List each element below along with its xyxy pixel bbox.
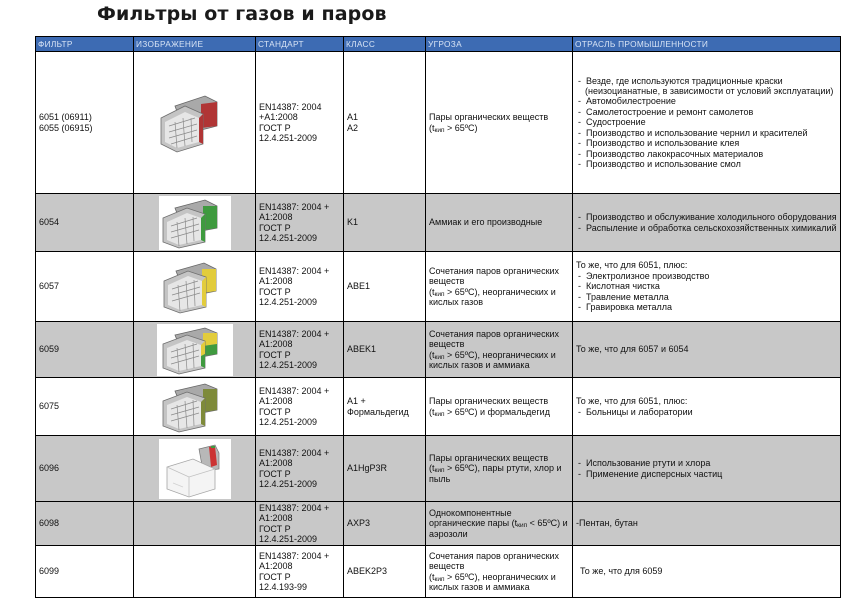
- standard-cell: EN14387: 2004 + A1:2008 ГОСТ Р 12.4.251-2009: [256, 502, 344, 546]
- table-row: [36, 436, 841, 502]
- table-row: [36, 378, 841, 436]
- standard-cell: EN14387: 2004 + A1:2008 ГОСТ Р 12.4.251-2009: [256, 322, 344, 378]
- standard-cell: EN14387: 2004 +A1:2008 ГОСТ Р 12.4.251-2009: [256, 52, 344, 194]
- cartridge-6075-icon: [163, 384, 217, 432]
- industry-cell: То же, что для 6051, плюс: - Электролизное производство - Кислотная чистка - Травление металла - Гравировка металла: [573, 252, 841, 322]
- threat-cell: Пары органических веществ ($t_{кип}$ > 65ºC), пары ртути, хлор и пыль: [426, 436, 573, 502]
- threat-cell: Пары органических веществ ($t_{кип}$ > 65ºC): [426, 52, 573, 194]
- standard-cell: EN14387: 2004 + A1:2008 ГОСТ Р 12.4.251-2009: [256, 252, 344, 322]
- industry-cell: - Производство и обслуживание холодильного оборудования - Распыление и обработка сельскохозяйственных химикалий: [573, 194, 841, 252]
- standard-cell: EN14387: 2004 + A1:2008 ГОСТ Р 12.4.251-2009: [256, 194, 344, 252]
- class-cell: K1: [344, 194, 426, 252]
- filter-image: [157, 380, 233, 434]
- page-title: Фильтры от газов и паров: [97, 3, 387, 25]
- table-row: [36, 194, 841, 252]
- table-row: [36, 546, 841, 598]
- header-threat: УГРОЗА: [426, 37, 573, 52]
- cartridge-6096-icon: [167, 445, 219, 497]
- header-standard: СТАНДАРТ: [256, 37, 344, 52]
- class-cell: A1 A2: [344, 52, 426, 194]
- filter-cell: 6051 (06911) 6055 (06915): [36, 52, 134, 194]
- filter-image-cell: [134, 52, 256, 194]
- filter-image-cell: [134, 436, 256, 502]
- header-image: ИЗОБРАЖЕНИЕ: [134, 37, 256, 52]
- standard-cell: EN14387: 2004 + A1:2008 ГОСТ Р 12.4.193-99: [256, 546, 344, 598]
- filters-table: [35, 36, 841, 598]
- table-header-row: [36, 37, 841, 52]
- threat-cell: Однокомпонентные органические пары ($t_{кип}$ < 65ºC) и аэрозоли: [426, 502, 573, 546]
- cartridge-6059-icon: [163, 328, 217, 374]
- table-row: [36, 502, 841, 546]
- filter-image: [159, 196, 231, 250]
- class-cell: ABEK2P3: [344, 546, 426, 598]
- header-filter: ФИЛЬТР: [36, 37, 134, 52]
- threat-cell: Сочетания паров органических веществ ($t_{кип}$ > 65ºC), неорганических и кислых газов и аммиака: [426, 546, 573, 598]
- filter-cell: 6096: [36, 436, 134, 502]
- filter-cell: 6057: [36, 252, 134, 322]
- cartridge-6054-icon: [163, 200, 217, 248]
- filter-cell: 6059: [36, 322, 134, 378]
- filter-image-cell: [134, 502, 256, 546]
- class-cell: A1 + Формальдегид: [344, 378, 426, 436]
- industry-cell: -Пентан, бутан: [573, 502, 841, 546]
- filter-image-cell: [134, 194, 256, 252]
- standard-cell: EN14387: 2004 + A1:2008 ГОСТ Р 12.4.251-2009: [256, 378, 344, 436]
- threat-cell: Сочетания паров органических веществ ($t_{кип}$ > 65ºC), неорганических и кислых газов: [426, 252, 573, 322]
- filter-image: [159, 439, 231, 499]
- table-row: [36, 252, 841, 322]
- filter-cell: 6098: [36, 502, 134, 546]
- header-class: КЛАСС: [344, 37, 426, 52]
- filter-image: [157, 324, 233, 376]
- header-industry: ОТРАСЛЬ ПРОМЫШЛЕННОСТИ: [573, 37, 841, 52]
- filter-image-cell: [134, 322, 256, 378]
- class-cell: AXP3: [344, 502, 426, 546]
- standard-cell: EN14387: 2004 + A1:2008 ГОСТ Р 12.4.251-2009: [256, 436, 344, 502]
- filter-image: [160, 259, 230, 315]
- filter-image-cell: [134, 252, 256, 322]
- industry-cell: То же, что для 6051, плюс: - Больницы и лаборатории: [573, 378, 841, 436]
- cartridge-6057-icon: [164, 263, 216, 313]
- table-row: [36, 52, 841, 194]
- class-cell: ABE1: [344, 252, 426, 322]
- threat-cell: Сочетания паров органических веществ ($t_{кип}$ > 65ºC), неорганических и кислых газов и аммиака: [426, 322, 573, 378]
- filter-image-cell: [134, 546, 256, 598]
- filter-cell: 6075: [36, 378, 134, 436]
- threat-cell: Аммиак и его производные: [426, 194, 573, 252]
- class-cell: A1HgP3R: [344, 436, 426, 502]
- filter-image-cell: [134, 378, 256, 436]
- industry-cell: То же, что для 6059: [573, 546, 841, 598]
- table-row: [36, 322, 841, 378]
- industry-cell: - Везде, где используются традиционные краски (неизоцианатные, в зависимости от условий эксплуатации) - Автомобилестроение - Самолетостроение и ремонт самолетов - Судостроение - Производство и использование чернил и красителей - Производство и использование клея - Производство лакокрасочных материалов - Производство и использование смол: [573, 52, 841, 194]
- filter-cell: 6054: [36, 194, 134, 252]
- industry-cell: То же, что для 6057 и 6054: [573, 322, 841, 378]
- class-cell: ABEK1: [344, 322, 426, 378]
- industry-cell: - Использование ртути и хлора - Применение дисперсных частиц: [573, 436, 841, 502]
- filter-cell: 6099: [36, 546, 134, 598]
- cartridge-6051-icon: [161, 96, 217, 152]
- threat-cell: Пары органических веществ ($t_{кип}$ > 65ºC) и формальдегид: [426, 378, 573, 436]
- filter-image: [155, 92, 235, 154]
